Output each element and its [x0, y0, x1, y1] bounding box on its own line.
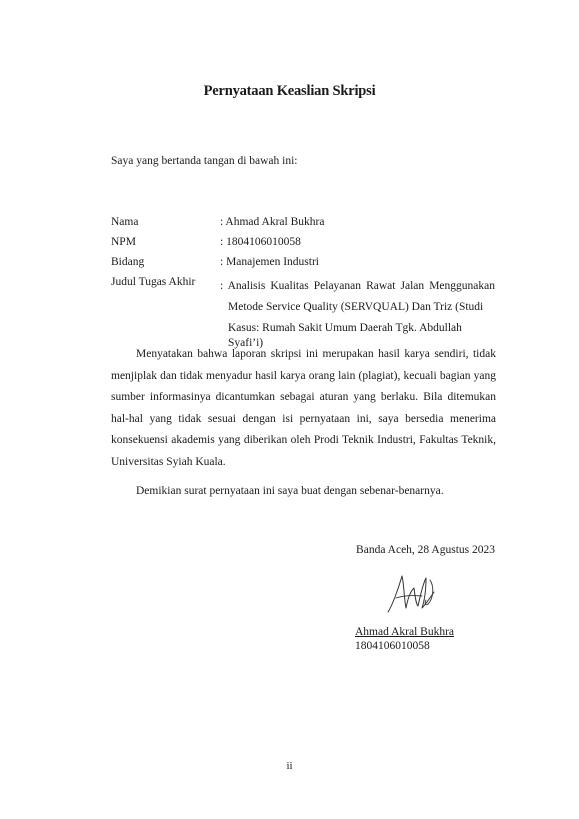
field-label-nama: Nama	[111, 216, 139, 228]
judul-line: Metode Service Quality (SERVQUAL) Dan Triz (Studi	[228, 301, 484, 313]
field-value-bidang: : Manajemen Industri	[220, 256, 320, 268]
field-value-npm: : 1804106010058	[220, 236, 301, 248]
page-title: Pernyataan Keaslian Skripsi	[203, 83, 376, 99]
judul-line: Syafi’i)	[228, 337, 264, 349]
signature-image	[382, 568, 438, 618]
intro-text: Saya yang bertanda tangan di bawah ini:	[111, 155, 298, 167]
signer-name: Ahmad Akral Bukhra	[355, 626, 455, 638]
judul-line: Kasus: Rumah Sakit Umum Daerah Tgk. Abdullah	[228, 322, 462, 334]
place-date: Banda Aceh, 28 Agustus 2023	[356, 544, 495, 556]
statement-paragraph: Menyatakan bahwa laporan skripsi ini merupakan hasil karya sendiri, tidak menjiplak dan tidak menyadur hasil karya orang lain (plagiat), kecuali bagian yang sumber informasinya dicantumkan sebagai aturan yang berlaku. Bila ditemukan hal-hal yang tidak sesuai dengan isi pernyataan ini, saya bersedia menerima konsekuensi akademis yang diberikan oleh Prodi Teknik Industri, Fakultas Teknik, Universitas Syiah Kuala.	[111, 348, 496, 468]
field-label-judul: Judul Tugas Akhir	[111, 276, 196, 288]
field-label-npm: NPM	[111, 236, 136, 248]
field-value-nama: : Ahmad Akral Bukhra	[220, 216, 325, 228]
judul-line: : Analisis Kualitas Pelayanan Rawat Jalan Menggunakan	[220, 280, 495, 292]
signer-npm: 1804106010058	[355, 640, 430, 652]
page-number: ii	[286, 760, 293, 772]
field-label-bidang: Bidang	[111, 256, 145, 268]
closing-text: Demikian surat pernyataan ini saya buat dengan sebenar-benarnya.	[136, 485, 444, 497]
